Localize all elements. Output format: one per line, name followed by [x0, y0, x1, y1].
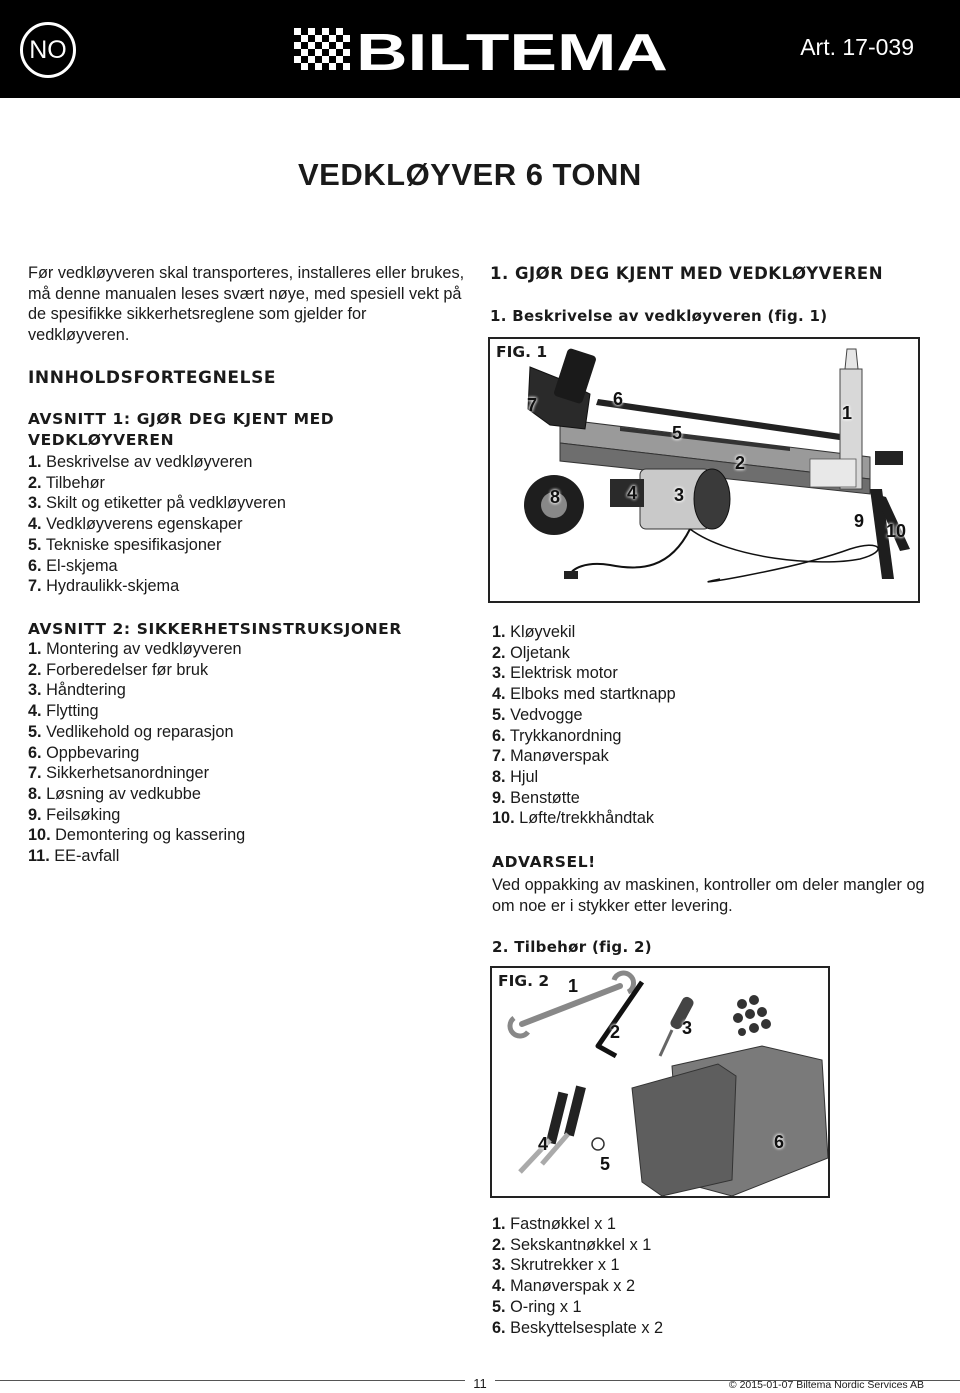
list-item: 11. EE-avfall	[28, 847, 120, 866]
toc-heading: INNHOLDSFORTEGNELSE	[28, 368, 277, 388]
accessories-list	[492, 1214, 663, 1338]
list-item: 7. Hydraulikk-skjema	[28, 577, 180, 596]
figure-2-label: FIG. 2	[498, 972, 550, 990]
language-badge: NO	[20, 22, 76, 78]
callout-1: 1	[568, 976, 579, 996]
callout-6: 6	[613, 389, 624, 409]
callout-9: 9	[854, 511, 865, 531]
list-item: 5. Vedvogge	[492, 705, 583, 724]
list-item: 7. Sikkerhetsanordninger	[28, 764, 210, 783]
list-item: 6. Trykkanordning	[492, 726, 622, 745]
toc-section1-heading: AVSNITT 1: GJØR DEG KJENT MED VEDKLØYVEREN	[28, 410, 335, 449]
list-item: 9. Feilsøking	[28, 805, 121, 824]
list-item: 3. Skrutrekker x 1	[492, 1256, 620, 1275]
list-item: 2. Oljetank	[492, 643, 570, 662]
list-item: 6. Beskyttelsesplate x 2	[492, 1318, 664, 1337]
list-item: 1. Fastnøkkel x 1	[492, 1215, 616, 1233]
callout-7: 7	[527, 395, 538, 415]
accessories-illustration	[492, 968, 828, 1196]
list-item: 3. Skilt og etiketter på vedkløyveren	[28, 494, 286, 513]
callout-1: 1	[842, 403, 853, 423]
article-number: Art. 17-039	[800, 34, 914, 60]
list-item: 1. Montering av vedkløyveren	[28, 640, 242, 658]
intro-paragraph: Før vedkløyveren skal transporteres, installeres eller brukes, må denne manualen leses svært nøye, med spesiell vekt på de spesifikke sikkerhetsreglene som gjelder for vedkløyveren.	[28, 264, 465, 345]
toc-section2-list	[28, 639, 245, 867]
list-item: 10. Demontering og kassering	[28, 826, 246, 845]
list-item: 6. El-skjema	[28, 556, 118, 575]
list-item: 10. Løfte/trekkhåndtak	[492, 809, 655, 828]
callout-5: 5	[672, 423, 683, 443]
svg-text:BILTEMA: BILTEMA	[356, 24, 668, 74]
header-bar	[0, 0, 960, 98]
list-item: 2. Forberedelser før bruk	[28, 660, 209, 679]
figure-1-label: FIG. 1	[496, 343, 548, 361]
figure-2	[490, 966, 830, 1198]
callout-2: 2	[610, 1022, 621, 1042]
biltema-logo	[294, 24, 670, 74]
callout-4: 4	[627, 483, 638, 503]
list-item: 4. Manøverspak x 2	[492, 1277, 635, 1296]
warning-text: Ved oppakking av maskinen, kontroller om deler mangler og om noe er i stykker etter levering.	[492, 876, 925, 915]
list-item: 8. Løsning av vedkubbe	[28, 784, 201, 803]
callout-3: 3	[682, 1018, 693, 1038]
callout-3: 3	[674, 485, 685, 505]
list-item: 4. Elboks med startknapp	[492, 685, 676, 704]
list-item: 6. Oppbevaring	[28, 743, 140, 762]
toc-section2-heading: AVSNITT 2: SIKKERHETSINSTRUKSJONER	[28, 620, 402, 638]
page-number: 11	[465, 1376, 495, 1391]
list-item: 8. Hjul	[492, 767, 539, 786]
list-item: 5. Vedlikehold og reparasjon	[28, 722, 234, 741]
list-item: 1. Kløyvekil	[492, 623, 576, 641]
list-item: 2. Sekskantnøkkel x 1	[492, 1235, 652, 1254]
parts-list	[492, 622, 676, 829]
callout-4: 4	[538, 1134, 549, 1154]
toc-section1-list	[28, 452, 286, 597]
subsection-accessories-heading: 2. Tilbehør (fig. 2)	[492, 938, 652, 956]
log-splitter-illustration	[490, 339, 918, 601]
subsection-description-heading: 1. Beskrivelse av vedkløyveren (fig. 1)	[490, 307, 828, 325]
list-item: 3. Håndtering	[28, 681, 126, 700]
list-item: 4. Flytting	[28, 702, 99, 721]
list-item: 5. Tekniske spesifikasjoner	[28, 535, 222, 554]
callout-5: 5	[600, 1154, 611, 1174]
figure-1	[488, 337, 920, 603]
list-item: 4. Vedkløyverens egenskaper	[28, 515, 243, 534]
callout-2: 2	[735, 453, 746, 473]
section1-heading: 1. GJØR DEG KJENT MED VEDKLØYVEREN	[490, 264, 884, 283]
document-title: VEDKLØYVER 6 TONN	[298, 157, 642, 192]
list-item: 9. Benstøtte	[492, 788, 580, 807]
callout-8: 8	[550, 487, 561, 507]
list-item: 7. Manøverspak	[492, 747, 609, 766]
warning-heading: ADVARSEL!	[492, 853, 596, 871]
list-item: 1. Beskrivelse av vedkløyveren	[28, 453, 253, 471]
callout-6: 6	[774, 1132, 785, 1152]
list-item: 3. Elektrisk motor	[492, 664, 618, 683]
list-item: 2. Tilbehør	[28, 473, 105, 492]
copyright-notice: © 2015-01-07 Biltema Nordic Services AB	[728, 1379, 924, 1391]
list-item: 5. O-ring x 1	[492, 1297, 582, 1316]
callout-10: 10	[886, 521, 907, 541]
